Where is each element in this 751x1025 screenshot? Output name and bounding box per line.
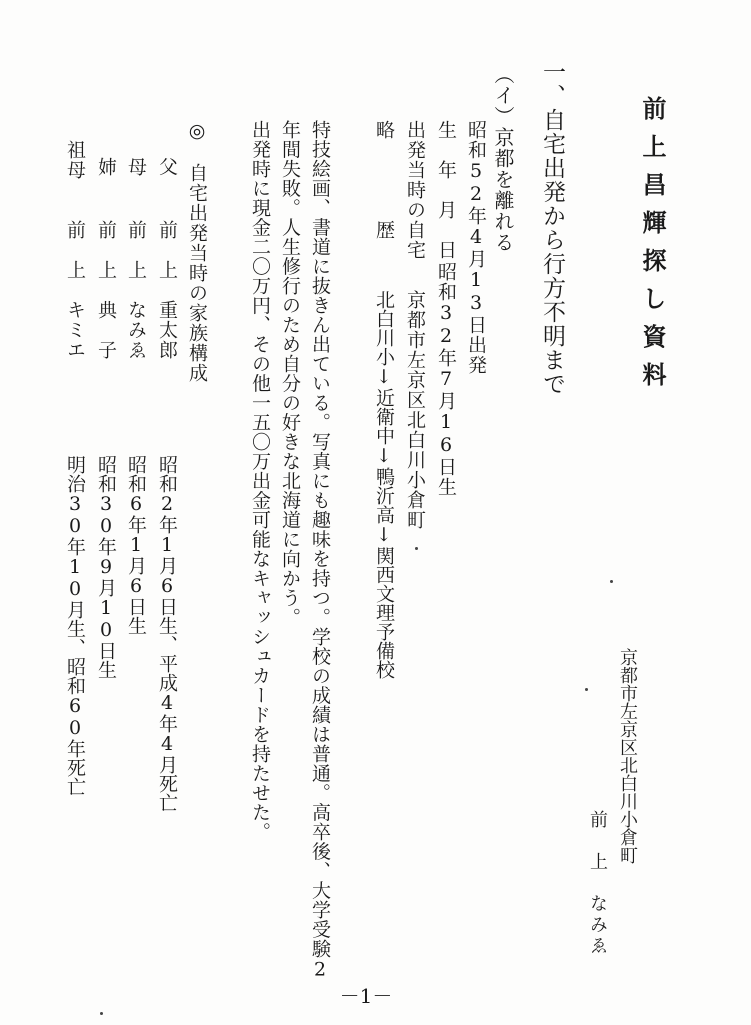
family-info: 昭和6年1月6日生 xyxy=(125,455,147,635)
departure-date: 昭和52年4月13日出発 xyxy=(465,120,487,375)
family-relation: 父 xyxy=(156,157,178,177)
history-label: 略 歴 xyxy=(373,120,395,240)
family-info: 明治30年10月生、昭和60年死亡 xyxy=(64,455,86,796)
family-relation: 姉 xyxy=(95,157,117,177)
paragraph-line-2: 年間失敗。人生修行のため自分の好きな北海道に向かう。 xyxy=(279,120,301,627)
scan-speck xyxy=(585,688,588,691)
family-name: 前 上 重太郎 xyxy=(156,220,178,360)
family-info: 昭和30年9月10日生 xyxy=(95,455,117,679)
subsection-heading: （イ）京都を離れる xyxy=(491,64,515,253)
section-heading: 一、自宅出発から行方不明まで xyxy=(539,60,565,396)
page-number: －1－ xyxy=(339,984,393,1008)
scan-speck xyxy=(610,580,613,583)
family-name: 前 上 キミエ xyxy=(64,220,86,360)
paragraph-line-3: 出発時に現金二〇万円、その他一五〇万出金可能なキャッシュカードを持たせた。 xyxy=(249,120,271,842)
history-value: 北白川小↓近衛中↓鴨沂高↓関西文理予備校 xyxy=(373,290,395,679)
document-title: 前上昌輝探し資料 xyxy=(638,96,667,400)
birth-date-value: 昭和32年7月16日生 xyxy=(435,262,457,497)
family-info: 昭和2年1月6日生、平成4年4月死亡 xyxy=(156,455,178,812)
birth-date-label: 生 年 月 日 xyxy=(435,120,457,260)
family-heading: ◎ 自宅出発当時の家族構成 xyxy=(186,120,208,383)
scan-speck xyxy=(100,1012,103,1015)
home-value: 京都市左京区北白川小倉町 xyxy=(404,290,426,530)
family-relation: 祖母 xyxy=(64,140,86,180)
scan-speck xyxy=(415,547,418,550)
author-address: 京都市左京区北白川小倉町 xyxy=(617,648,638,864)
family-relation: 母 xyxy=(125,157,147,177)
family-name: 前 上 なみゑ xyxy=(125,220,147,360)
family-name: 前 上 典 子 xyxy=(95,220,117,360)
home-label: 出発当時の自宅 xyxy=(404,120,426,260)
paragraph-line-1: 特技絵画、書道に抜きん出ている。写真にも趣味を持つ。学校の成績は普通。高卒後、大学受験2 xyxy=(309,120,331,981)
author-name: 前 上 なみゑ xyxy=(587,810,608,957)
